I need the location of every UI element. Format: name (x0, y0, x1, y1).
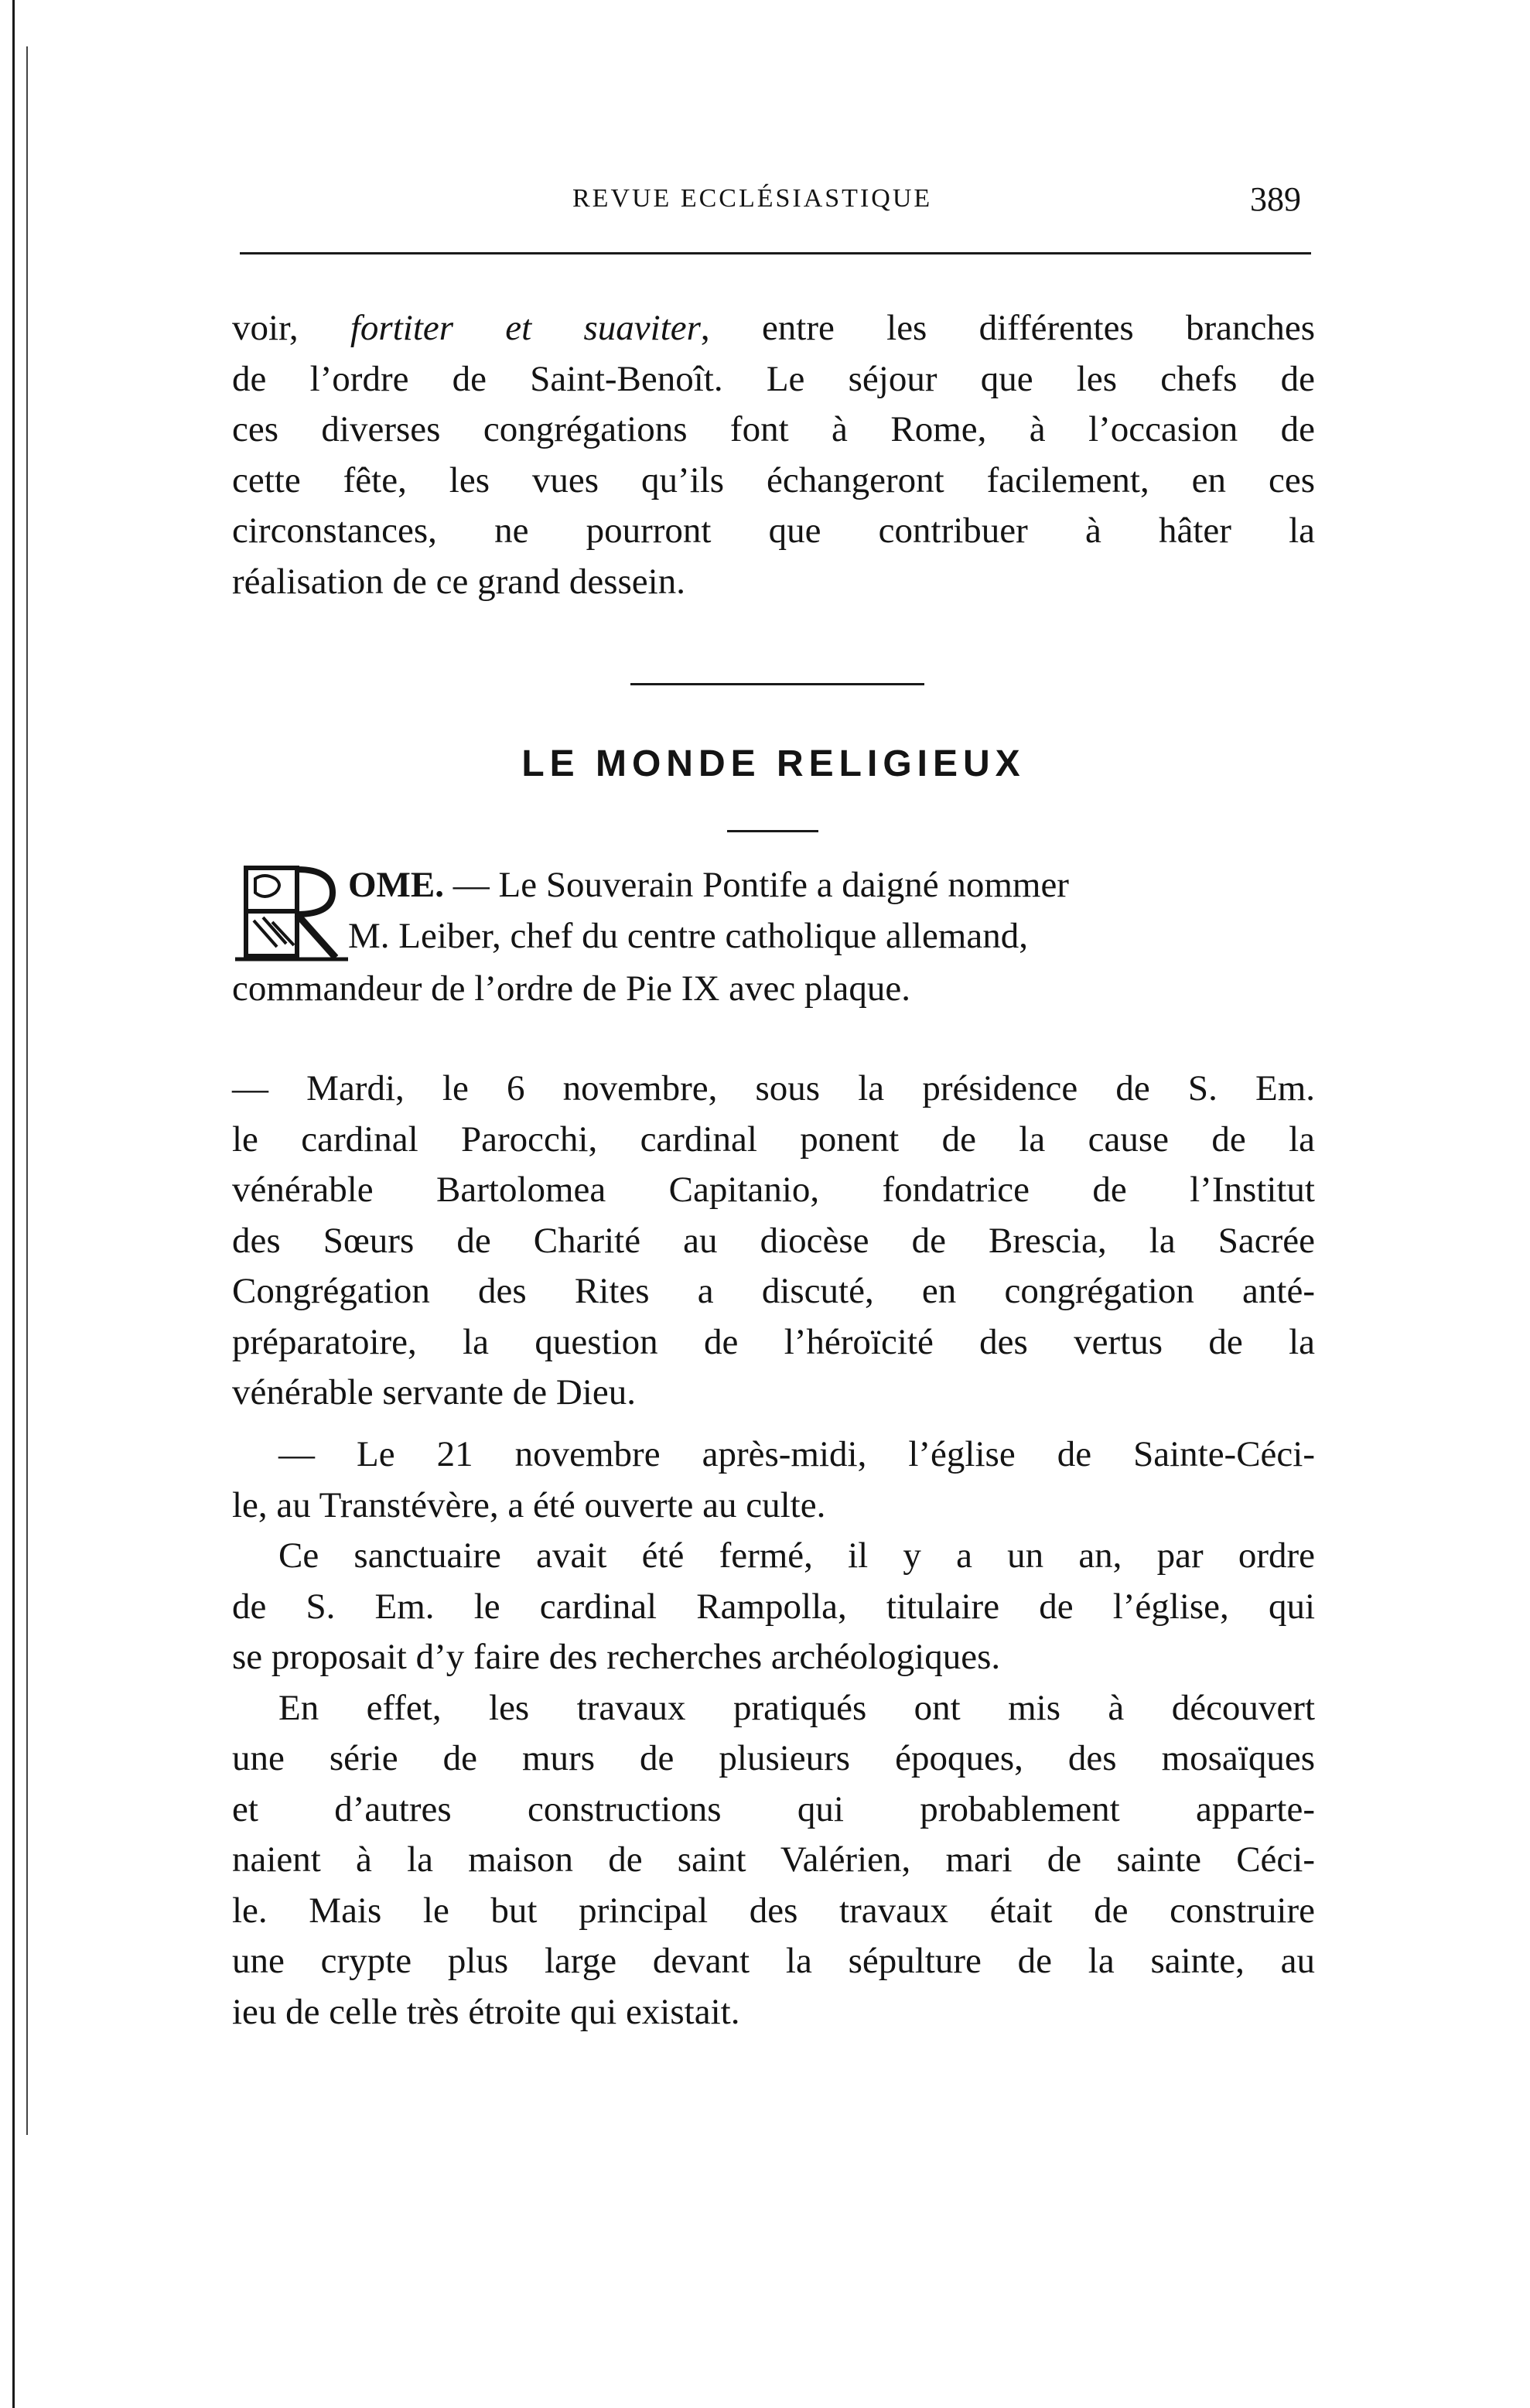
text-line: une série de murs de plusieurs époques, des mosaïques (232, 1738, 1315, 1778)
section-title: LE MONDE RELIGIEUX (521, 743, 1026, 784)
text-line: de l’ordre de Saint-Benoît. Le séjour que les chefs de (232, 358, 1315, 399)
text-line: Congrégation des Rites a discuté, en congrégation anté- (232, 1271, 1315, 1311)
text-line: circonstances, ne pourront que contribuer à hâter la (232, 511, 1315, 551)
text-line: — Mardi, le 6 novembre, sous la présidence de S. Em. (232, 1068, 1315, 1108)
text-line: En effet, les travaux pratiqués ont mis à découvert (278, 1687, 1315, 1728)
latin-phrase: fortiter et suaviter (350, 308, 701, 348)
text-line: ieu de celle très étroite qui existait. (232, 1991, 740, 2032)
section-separator-rule (630, 683, 924, 685)
binding-edge-line (12, 0, 15, 2408)
november-paragraphs (232, 1429, 1315, 2037)
binding-edge-line-inner (26, 46, 28, 2135)
lead-word: OME. (348, 865, 445, 905)
drop-cap-r-icon (232, 863, 348, 964)
running-head (232, 179, 1315, 226)
header-rule (240, 252, 1311, 254)
intro-paragraph (232, 303, 1315, 607)
running-title: REVUE ECCLÉSIASTIQUE (572, 184, 933, 213)
text-line: préparatoire, la question de l’héroïcité des vertus de la (232, 1321, 1315, 1362)
title-underline-rule (727, 830, 818, 832)
mardi-paragraph (232, 1064, 1315, 1419)
text-line: naient à la maison de saint Valérien, mari de sainte Céci- (232, 1839, 1315, 1880)
text-line: commandeur de l’ordre de Pie IX avec plaque. (232, 968, 910, 1009)
text-line: se proposait d’y faire des recherches archéologiques. (232, 1637, 1001, 1677)
text-line: le, au Transtévère, a été ouverte au culte. (232, 1484, 826, 1525)
text-line: Ce sanctuaire avait été fermé, il y a un an, par ordre (278, 1535, 1315, 1576)
text-line: et d’autres constructions qui probablement apparte- (232, 1788, 1315, 1829)
text-line: vénérable servante de Dieu. (232, 1372, 636, 1412)
text-line: ces diverses congrégations font à Rome, à l’occasion de (232, 409, 1315, 449)
text-line: M. Leiber, chef du centre catholique allemand, (348, 915, 1028, 956)
drop-cap-ornament (232, 863, 348, 964)
page-number: 389 (1250, 180, 1301, 218)
text-line: le. Mais le but principal des travaux était de construire (232, 1890, 1315, 1931)
text-line: OME. — Le Souverain Pontife a daigné nommer (348, 865, 1069, 905)
text-line: — Le 21 novembre après-midi, l’église de Sainte-Céci- (278, 1434, 1315, 1474)
text-line: cette fête, les vues qu’ils échangeront facilement, en ces (232, 459, 1315, 500)
text-line: de S. Em. le cardinal Rampolla, titulaire de l’église, qui (232, 1586, 1315, 1627)
text-line: réalisation de ce grand dessein. (232, 561, 685, 602)
rome-paragraph (232, 860, 1315, 1015)
text-line: voir, fortiter et suaviter, entre les différentes branches (232, 308, 1316, 348)
text-line: des Sœurs de Charité au diocèse de Brescia, la Sacrée (232, 1220, 1315, 1261)
text-line: vénérable Bartolomea Capitanio, fondatrice de l’Institut (232, 1170, 1315, 1210)
text-line: le cardinal Parocchi, cardinal ponent de la cause de la (232, 1119, 1315, 1160)
text-line: une crypte plus large devant la sépulture de la sainte, au (232, 1941, 1315, 1981)
